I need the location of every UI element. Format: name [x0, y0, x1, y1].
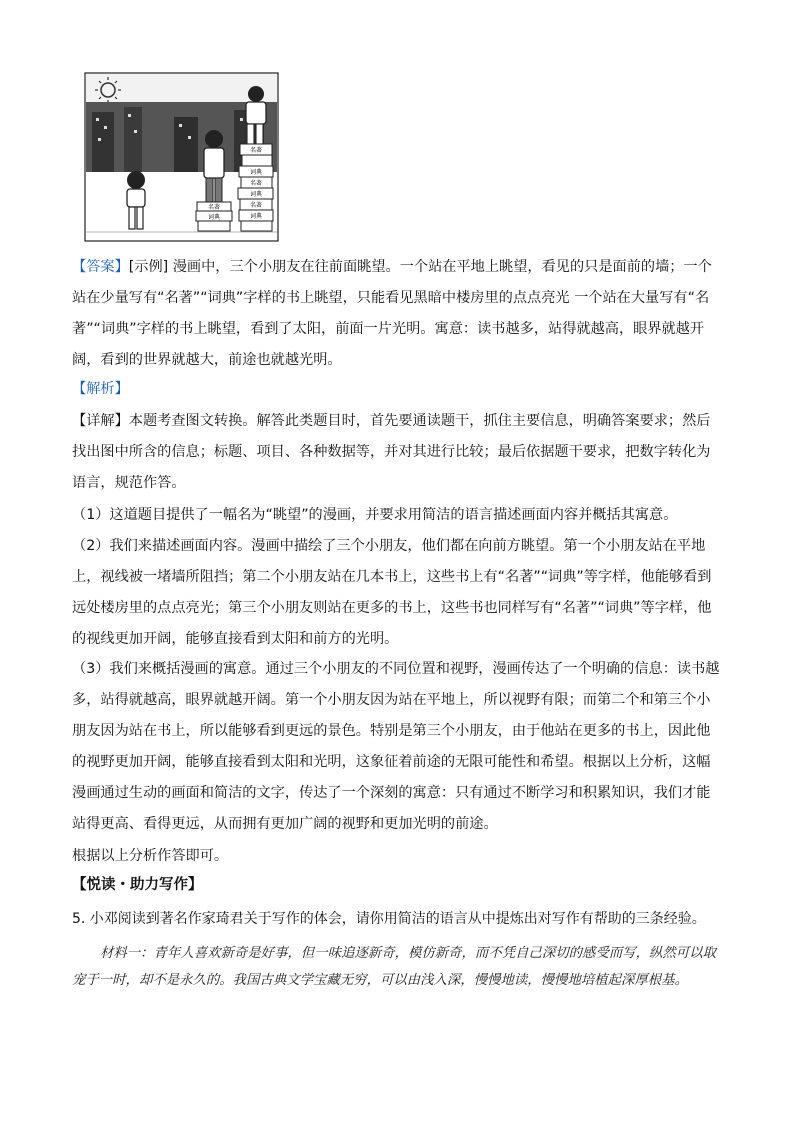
- many-books-stack: [238, 144, 273, 231]
- book-label: 名著: [249, 180, 263, 187]
- analysis-heading: [72, 374, 722, 405]
- cartoon-illustration: [84, 72, 279, 242]
- book-label: 词典: [249, 213, 263, 220]
- point-3: （3）我们来概括漫画的寓意。通过三个小朋友的不同位置和视野，漫画传达了一个明确的信息：读书越多，站得就越高，眼界就越开阔。第一个小朋友因为站在平地上，所以视野有限；而第二个和第三个小朋友因为站在书上，所以能够看到更远的景色。特别是第三个小朋友，由于他站在更多的书上，因此他的视野更加开阔，能够直接看到太阳和光明，这象征着前途的无限可能性和希望。根据以上分析，这幅漫画通过生动的画面和简洁的文字，传达了一个深刻的寓意：只有通过不断学习和积累知识，我们才能站得更高、看得更远，从而拥有更加广阔的视野和更加光明的前途。: [72, 661, 720, 832]
- question-5: 5. 小邓阅读到著名作家琦君关于写作的体会，请你用简洁的语言从中提炼出对写作有帮助的三条经验。: [72, 911, 706, 927]
- point-1: （1）这道题目提供了一幅名为“眺望”的漫画，并要求用简洁的语言描述画面内容并概括其寓意。: [72, 507, 678, 523]
- detail-tag: 【详解】: [72, 413, 129, 429]
- material-one: 材料一：青年人喜欢新奇是好事，但一味追逐新奇，模仿新奇，而不凭自己深切的感受而写，纵然可以取宠于一时，却不是永久的。我国古典文学宝藏无穷，可以由浅入深，慢慢地读，慢慢地培植起深厚根基。: [72, 946, 716, 988]
- detail-text: 本题考查图文转换。解答此类题目时，首先要通读题干，抓住主要信息，明确答案要求；然后找出图中所含的信息；标题、项目、各种数据等，并对其进行比较；最后依据题干要求，把数字转化为语言，规范作答。: [72, 413, 711, 491]
- detail-paragraph: [72, 406, 722, 499]
- point-2: （2）我们来描述画面内容。漫画中描绘了三个小朋友，他们都在向前方眺望。第一个小朋友站在平地上，视线被一堵墙所阻挡；第二个小朋友站在几本书上，这些书上有“名著”“词典”等字样，他能够看到远处楼房里的点点亮光；第三个小朋友则站在更多的书上，这些书也同样写有“名著”“词典”等字样，他的视线更加开阔，能够直接看到太阳和前方的光明。: [72, 538, 712, 647]
- answer-paragraph: [72, 252, 722, 376]
- book-label: 词典: [249, 191, 263, 198]
- book-label: 词典: [207, 214, 221, 221]
- book-label: 名著: [207, 204, 221, 211]
- book-label: 词典: [249, 169, 263, 176]
- answer-text: [示例] 漫画中，三个小朋友在往前面眺望。一个站在平地上眺望，看见的只是面前的墙；一个站在少量写有“名著”“词典”字样的书上眺望，只能看见黑暗中楼房里的点点亮光 一个站在大量写有“名著”“词典”字样的书上眺望，看到了太阳，前面一片光明。寓意：读书越多，站得就越高，眼界就越开阔，看到的世界就越大，前途也就越光明。: [72, 259, 712, 368]
- answer-tag: 【答案】: [72, 259, 129, 275]
- book-label: 名著: [249, 202, 263, 209]
- child-on-many-books: [246, 86, 266, 144]
- book-label: 名著: [249, 147, 263, 154]
- few-books-stack: [196, 202, 232, 231]
- section-heading: 【悦读・助力写作】: [72, 877, 203, 893]
- analysis-tag: 【解析】: [72, 381, 129, 397]
- conclusion: 根据以上分析作答即可。: [72, 848, 229, 864]
